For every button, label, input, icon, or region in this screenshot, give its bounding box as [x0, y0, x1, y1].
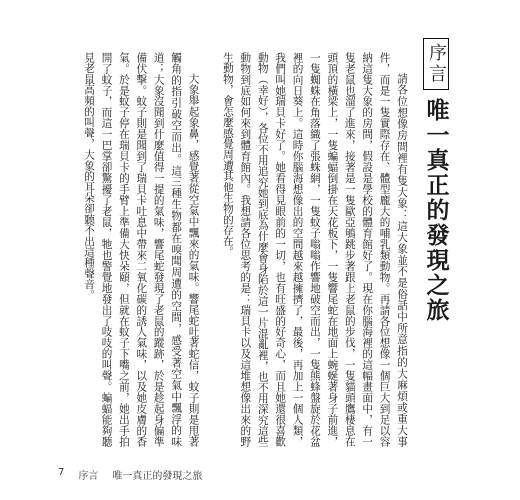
section-label: 序言 — [423, 38, 449, 90]
body-text — [77, 52, 410, 447]
chapter-title: 唯一真正的發現之旅 — [422, 98, 450, 323]
chapter-heading — [414, 38, 458, 323]
paragraph-2: 大象舉起象鼻，感覺著從空氣中飄來的氣味。響尾蛇吐著蛇信，蚊子則是甩著觸角的指引破空而出。這三種生物都在嗅聞周遭的空間，感受著空氣中飄浮的味道；大象沒聞到什麼值得一提的氣味，響尾蛇發現了老鼠的蹤跡，於是趁起身偏準備伏擊。蚊子則是聞到了瑞貝卡吐息中帶來二氧化碳的誘人氣味，以及她皮膚的香氣。於是蚊子停在瑞貝卡的手臂上準備大快朵頤，但就在蚊子下嘴之前，她出手拍開了蚊子，而這一巴掌卻驚擾了老鼠，牠也警覺地發出了吱吱的叫聲。蝙蝠能夠聽見老鼠高頻的叫聲，大象的耳朵卻聽不出這種聲音。 — [83, 52, 200, 447]
page-number: 7 — [58, 467, 65, 478]
page-footer — [58, 467, 202, 482]
footer-title: 唯一真正的發現之旅 — [112, 471, 203, 482]
paragraph-1: 請各位想像房間裡有隻大象：這大象並不是俗話中所意指的大麻煩或重大事件，而是一隻實際存在、體型龐大的哺乳類動物。再請各位想像一個巨大到足以容納這隻大象的房間，假設是學校的體育館好了。現在你腦海裡的這幅畫面中，有一隻老鼠也溜了進來，接著是一隻歐亞鴝跳步著跟上老鼠的步伐，一隻貓頭鷹棲息在頭頂的橫梁上，一隻蝙蝠倒掛在天花板下，一隻響尾蛇在地面上蜿蜒著身子前進，一隻蜘蛛在角落織了張蛛網，一隻蚊子嗡嗡作響地破空而出，一隻熊蜂盤旋於花盆裡的向日葵上。這時你腦海想像出的空間越來越擁擠了，最後，再加上一個人類，我們叫她瑞貝卡好了。她看得見眼前的一切，也有旺盛的好奇心，而且她還很喜歡動物（幸好），各位不用追究她到底為什麼會身陷於這一片混亂裡，也不用深究這些動物到底如何來到體育館內。我想請各位思考的是：瑞貝卡以及這堆想像出來的野生動物，會怎麼感覺周遭其他生物的存在。 — [221, 52, 408, 447]
footer-section: 序言 — [78, 471, 99, 482]
